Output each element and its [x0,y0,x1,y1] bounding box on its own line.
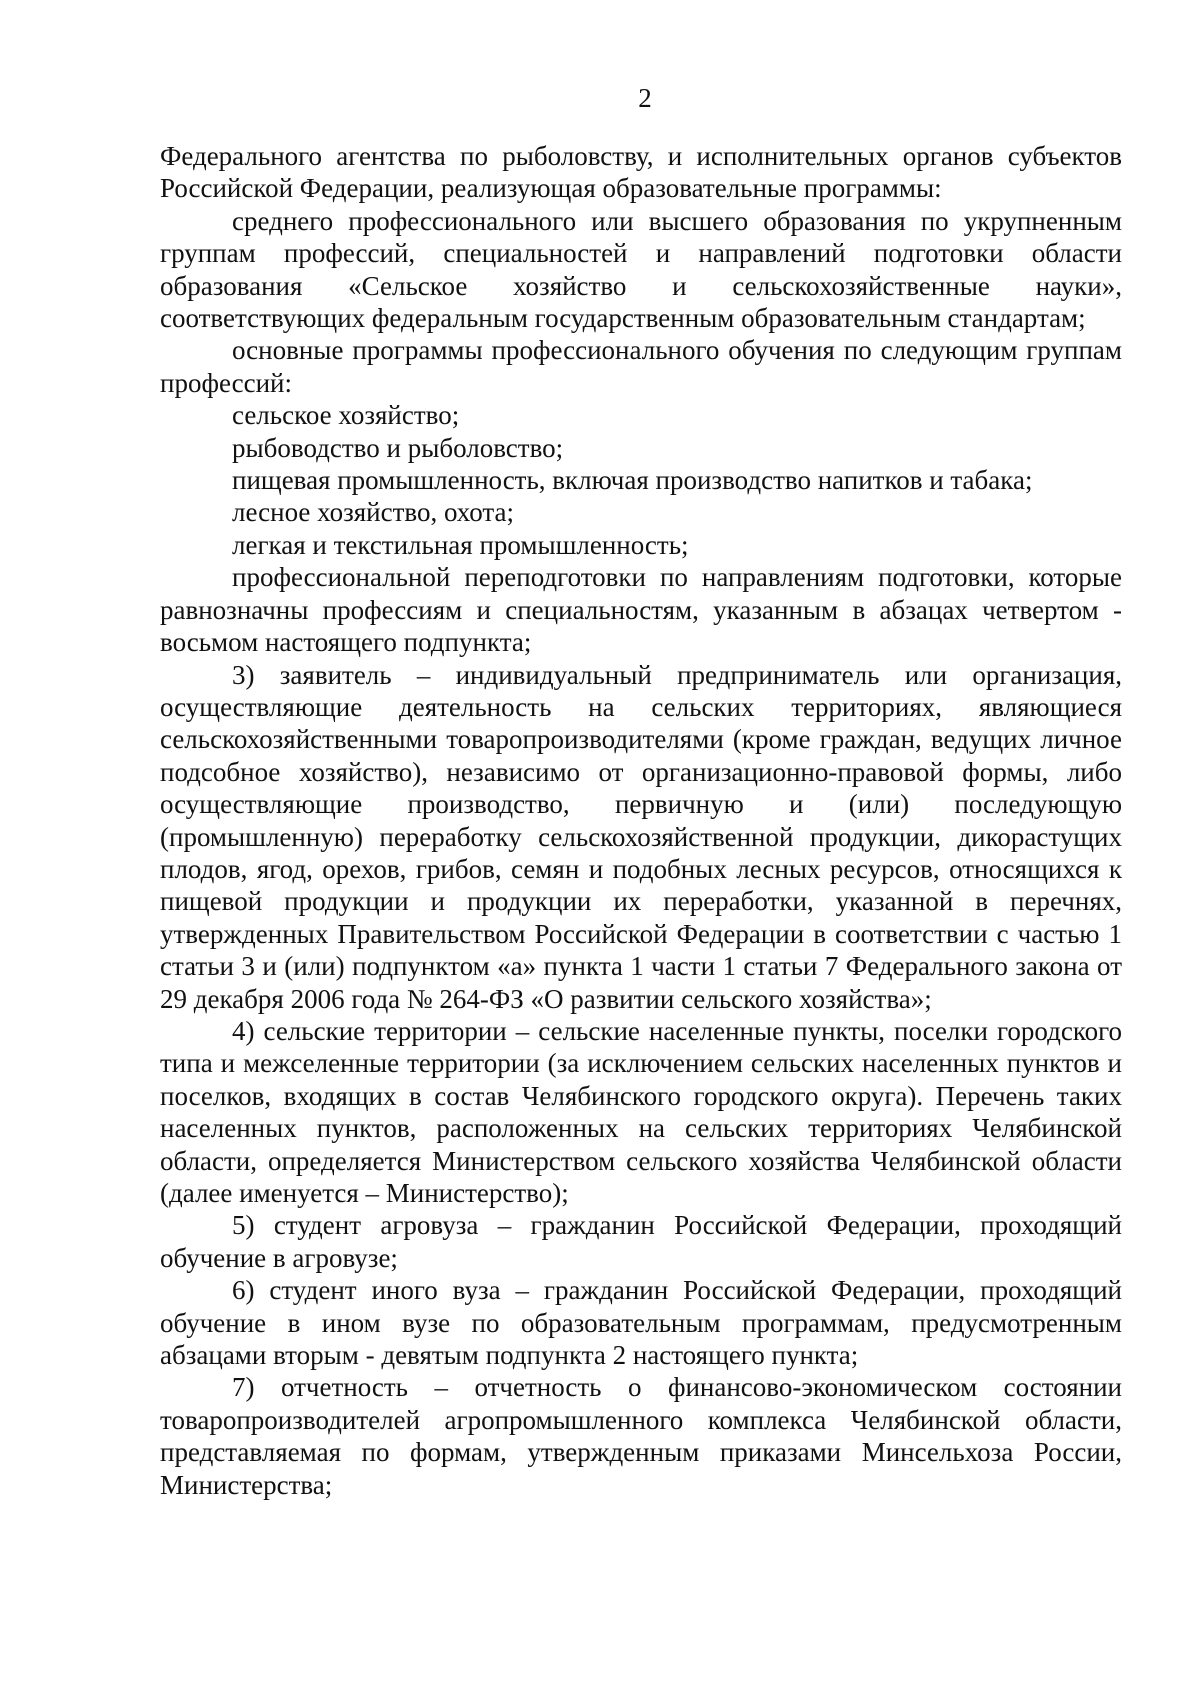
list-item-agriculture: сельское хозяйство; [232,400,460,431]
clause-6-other-student: 6) студент иного вуза – гражданин Российской Федерации, проходящий обучение в ином вузе по образовательным программам, предусмотренным абзацами вторым - девятым подпункта 2 настоящего пункта; [160,1275,1122,1371]
clause-4-rural-territories: 4) сельские территории – сельские населенные пункты, поселки городского типа и межселенные территории (за исключением сельских населенных пунктов и поселков, входящих в состав Челябинского городского округа). Перечень таких населенных пунктов, расположенных на сельских территориях Челябинской области, определяется Министерством сельского хозяйства Челябинской области (далее именуется – Министерство); [160,1015,1122,1208]
list-item-food-industry: пищевая промышленность, включая производство напитков и табака; [232,465,1033,496]
clause-7-reporting: 7) отчетность – отчетность о финансово-экономическом состоянии товаропроизводителей агропромышленного комплекса Челябинской области, представляемая по формам, утвержденным приказами Минсельхоза России, Министерства; [160,1372,1122,1500]
clause-3-applicant: 3) заявитель – индивидуальный предприниматель или организация, осуществляющие деятельность на сельских территориях, являющиеся сельскохозяйственными товаропроизводителями (кроме граждан, ведущих личное подсобное хозяйство), независимо от организационно-правовой формы, либо осуществляющие производство, первичную и (или) последующую (промышленную) переработку сельскохозяйственной продукции, дикорастущих плодов, ягод, орехов, грибов, семян и подобных лесных ресурсов, относящихся к пищевой продукции и продукции их переработки, указанной в перечнях, утвержденных Правительством Российской Федерации в соответствии с частью 1 статьи 3 и (или) подпунктом «а» пункта 1 части 1 статьи 7 Федерального закона от 29 декабря 2006 года № 264-ФЗ «О развитии сельского хозяйства»; [160,659,1122,1014]
paragraph-retraining: профессиональной переподготовки по направлениям подготовки, которые равнозначны профессиям и специальностям, указанным в абзацах четвертом - восьмом настоящего подпункта; [160,562,1122,658]
document-body [160,140,1122,1501]
paragraph-secondary-education: среднего профессионального или высшего образования по укрупненным группам профессий, специальностей и направлений подготовки области образования «Сельское хозяйство и сельскохозяйственные науки», соответствующих федеральным государственным образовательным стандартам; [160,205,1122,334]
list-item-fishery: рыбоводство и рыболовство; [232,432,564,463]
page-number: 2 [638,83,652,113]
list-item-light-industry: легкая и текстильная промышленность; [232,529,689,560]
paragraph-professional-training: основные программы профессионального обучения по следующим группам профессий: [160,335,1122,398]
clause-5-agro-student: 5) студент агровуза – гражданин Российской Федерации, проходящий обучение в агровузе; [160,1210,1122,1273]
list-item-forestry: лесное хозяйство, охота; [232,497,515,528]
paragraph-continuation: Федерального агентства по рыболовству, и исполнительных органов субъектов Российской Федерации, реализующая образовательные программы: [160,141,1122,204]
